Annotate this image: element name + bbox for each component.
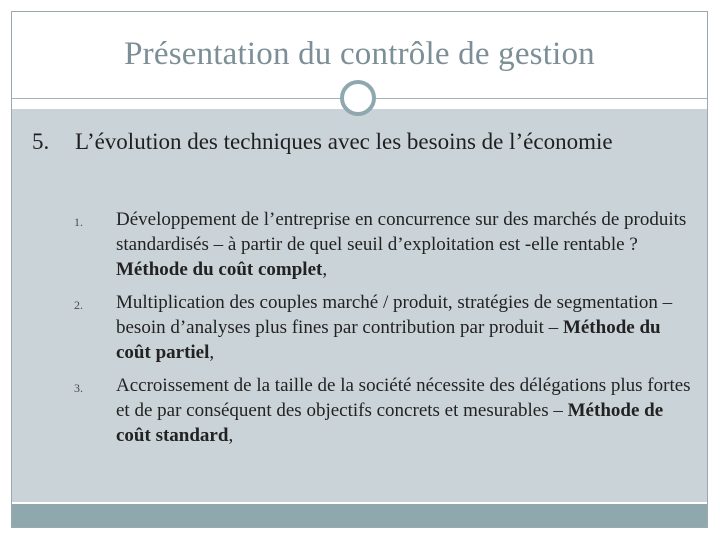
list-item-method: Méthode du coût complet [116,259,323,280]
list-item-number: 2. [74,298,83,312]
list-item-method: Méthode de coût standard [116,400,664,446]
slide [11,11,708,528]
content-area [12,109,707,502]
slide-title: Présentation du contrôle de gestion [124,36,595,72]
list-item-suffix: , [322,259,328,280]
section-number: 5. [32,129,50,154]
list-item [74,373,694,448]
section-heading-text: L’évolution des techniques avec les besoins de l’économie [75,129,613,154]
numbered-list [74,207,694,456]
footer-bar [12,504,707,527]
list-item-suffix: , [209,342,215,363]
list-item [74,290,694,365]
list-item-text: Développement de l’entreprise en concurrence sur des marchés de produits standardisés – à partir de quel seuil d’exploitation est -elle rentable ? [116,209,687,255]
list-item-suffix: , [228,425,234,446]
list-item [74,207,694,282]
list-item-method: Méthode du coût partiel [116,317,661,363]
list-item-text: Multiplication des couples marché / produit, stratégies de segmentation – besoin d’analyses plus fines par contribution par produit – [116,292,673,338]
list-item-text: Accroissement de la taille de la société nécessite des délégations plus fortes et de par conséquent des objectifs concrets et mesurables – [116,375,691,421]
list-item-number: 1. [74,215,83,229]
circle-ornament-icon [340,80,376,116]
list-item-number: 3. [74,381,83,395]
